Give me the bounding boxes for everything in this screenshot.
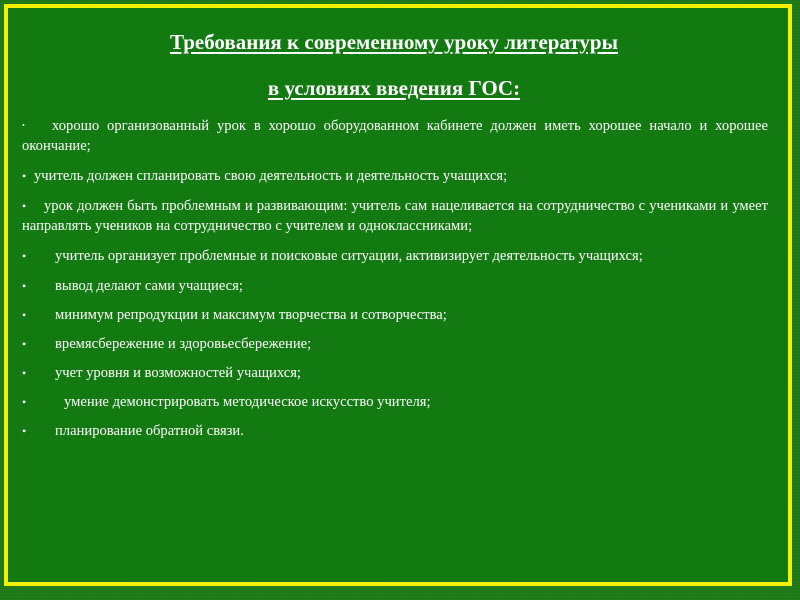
list-item: [22, 305, 768, 325]
list-item-text: умение демонстрировать методическое искусство учителя;: [64, 394, 431, 410]
list-item-text: учет уровня и возможностей учащихся;: [55, 365, 301, 381]
list-item-text: учитель должен спланировать свою деятельность и деятельность учащихся;: [34, 168, 508, 184]
bullet-icon: •: [22, 337, 27, 351]
list-item: [22, 196, 768, 236]
list-item-text: планирование обратной связи.: [55, 423, 244, 439]
list-item: [22, 276, 768, 296]
bullet-icon: •: [22, 308, 27, 322]
list-item: [22, 166, 768, 186]
bullet-icon: •: [22, 424, 27, 438]
bullet-icon: •: [22, 279, 27, 293]
list-item: [22, 116, 768, 156]
list-item-text: времясбережение и здоровьесбережение;: [55, 336, 312, 352]
list-item-text: минимум репродукции и максимум творчества и сотворчества;: [55, 307, 447, 323]
list-item: [22, 363, 768, 383]
list-item: [22, 392, 768, 412]
slide-title-line1: Требования к современному уроку литературы: [169, 30, 619, 54]
bullet-icon: •: [22, 169, 27, 183]
bullet-icon: •: [22, 366, 27, 380]
slide-title-line2: в условиях введения ГОС:: [267, 76, 521, 100]
bullet-icon: •: [22, 199, 27, 213]
bullet-icon: •: [22, 121, 25, 130]
list-item-text: вывод делают сами учащиеся;: [55, 278, 243, 294]
list-item: [22, 246, 768, 266]
list-item-text: урок должен быть проблемным и развивающим: учитель сам нацеливается на сотрудничество с учениками и умеет направлять учеников на сотрудничество с учителем и одноклассниками;: [22, 198, 768, 234]
list-item: [22, 421, 768, 441]
list-item: [22, 334, 768, 354]
bullet-icon: •: [22, 249, 27, 263]
list-item-text: учитель организует проблемные и поисковые ситуации, активизирует деятельность учащихся;: [55, 248, 643, 264]
bullet-icon: •: [22, 395, 27, 409]
list-item-text: хорошо организованный урок в хорошо оборудованном кабинете должен иметь хорошее начало и хорошее окончание;: [22, 118, 768, 154]
requirements-list: [22, 116, 768, 450]
